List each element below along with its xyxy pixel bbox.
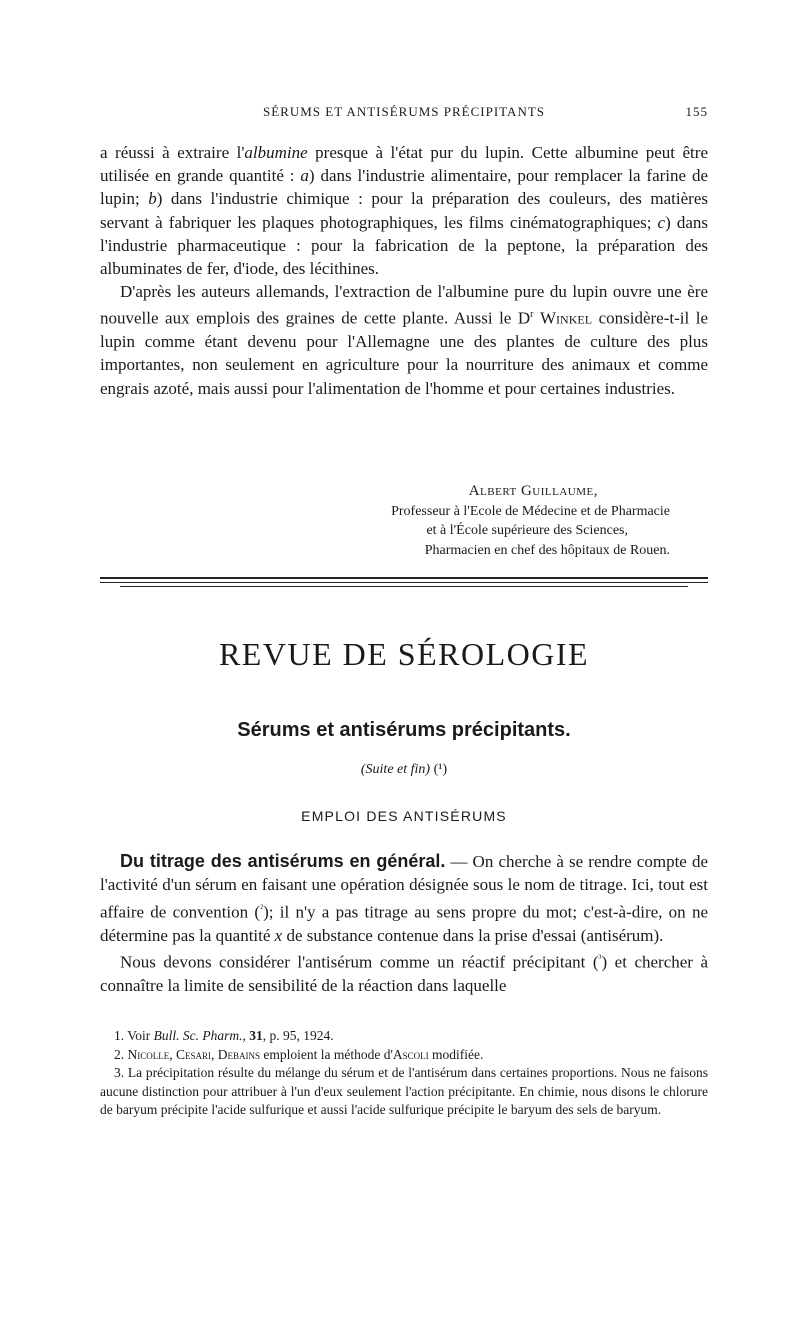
new-article-paragraph-2: [100, 947, 708, 997]
list-label: b: [148, 189, 157, 209]
text-span: emploient la méthode d': [260, 1046, 393, 1062]
text-span: La précipitation résulte du mélange du sérum et de l'antisérum dans certaines proportions. Nous ne faisons aucune distinction pour attribuer à l'un d'eux seulement l'action précipitante. En chimie, nous disons le chlorure de baryum précipite l'acide sulfurique et aussi l'acide sulfurique précipite le baryum des sels de baryum.: [100, 1065, 708, 1118]
footnote-number: 3.: [114, 1065, 125, 1081]
section-divider: [100, 577, 708, 590]
article-end-text: [100, 141, 708, 400]
signature-name: Albert Guillaume,: [468, 483, 598, 499]
author-names: Nicolle, Cesari, Debains: [124, 1046, 260, 1062]
new-article-text: [100, 850, 708, 998]
article-subtitle: Sérums et antisérums précipitants.: [237, 719, 571, 741]
text-span: D'après les auteurs allemands, l'extraction de l'albumine pure du lupin ouvre une ère nouvelle aux emplois des graines de cette plante. Aussi le D: [100, 282, 708, 329]
citation: Bull. Sc. Pharm.: [153, 1028, 243, 1043]
signature-line-2: et à l'École supérieure des Sciences,: [426, 523, 628, 538]
text-span: ) dans l'industrie chimique : pour la préparation des couleurs, des matières servant à fabriquer les plaques photographiques, les films cinématographiques;: [100, 189, 708, 232]
section-title: REVUE DE SÉROLOGIE: [218, 636, 590, 672]
text-span: a réussi à extraire l': [100, 143, 245, 162]
text-span: ,: [242, 1028, 250, 1043]
volume-number: 31: [249, 1028, 263, 1043]
variable: x: [274, 925, 283, 945]
author-name: Ascoli: [392, 1046, 429, 1062]
text-span: ) dans l'industrie pharmaceutique : pour la fabrication de la peptone, la préparation des albuminates de fer, d'iode, des lécithines.: [100, 212, 709, 279]
text-span: — On cherche à se rendre compte de l'activité d'un sérum en faisant une opération désignée sous le nom de titrage. Ici, tout est affaire de convention (: [100, 852, 708, 922]
paragraph-lead: Du titrage des antisérums en général.: [120, 851, 446, 871]
text-span: ); il n'y a pas titrage au sens propre du mot; c'est-à-dire, on ne détermine pas la quantité: [100, 902, 708, 945]
text-span: ) dans l'industrie alimentaire, pour remplacer la farine de lupin;: [100, 166, 708, 209]
signature-block: [100, 482, 708, 560]
text-span: , p. 95, 1924.: [262, 1028, 334, 1043]
footnote-ref: ²: [260, 902, 264, 914]
new-article-paragraph-1: [100, 850, 708, 947]
footnote-number: 1.: [114, 1028, 125, 1043]
suite-note: [100, 762, 708, 778]
text-span: de substance contenue dans la prise d'essai (antisérum).: [282, 925, 664, 945]
article-end-paragraph-1: [100, 141, 708, 280]
list-label: a: [300, 166, 309, 186]
text-span: presque à l'état pur du lupin. Cette albumine peut être utilisée en grande quantité :: [100, 143, 708, 186]
text-span: modifiée.: [428, 1046, 484, 1062]
article-end-paragraph-2: [100, 280, 708, 400]
footnote-2: [100, 1046, 708, 1065]
running-head-title: SÉRUMS ET ANTISÉRUMS PRÉCIPITANTS: [262, 104, 545, 119]
list-label: c: [657, 212, 666, 232]
footnotes: [100, 1027, 708, 1120]
footnote-3: [100, 1064, 708, 1120]
suite-text: (Suite et fin): [360, 762, 431, 777]
text-span: Voir: [124, 1028, 154, 1043]
divider-rule-bottom: [120, 586, 688, 587]
signature-line-1: Professeur à l'Ecole de Médecine et de Pharmacie: [391, 503, 670, 519]
text-span: ) et chercher à connaître la limite de sensibilité de la réaction dans laquelle: [100, 952, 709, 996]
text-span: considère-t-il le lupin comme étant devenu pour l'Allemagne une des plantes de culture des plus importantes, non seulement en agriculture pour la nourriture des animaux et comme engrais azoté, mais aussi pour l'alimentation de l'homme et pour certaines industries.: [100, 309, 709, 398]
footnote-ref: (¹): [433, 762, 448, 777]
page-number: 155: [685, 104, 708, 119]
signature-line-3: Pharmacien en chef des hôpitaux de Rouen.: [424, 542, 670, 558]
author-name: Winkel: [540, 309, 593, 329]
text-span: Nous devons considérer l'antisérum comme un réactif précipitant (: [120, 952, 599, 972]
emphasis: albumine: [244, 143, 308, 162]
divider-rule-top: [100, 577, 708, 579]
running-head: [100, 104, 708, 126]
subsection-heading: EMPLOI DES ANTISÉRUMS: [301, 808, 507, 824]
footnote-ref: ³: [598, 953, 602, 965]
footnote-1: [100, 1027, 708, 1046]
divider-rule-middle: [100, 582, 708, 583]
superscript: r: [530, 309, 534, 321]
footnote-number: 2.: [114, 1046, 125, 1062]
